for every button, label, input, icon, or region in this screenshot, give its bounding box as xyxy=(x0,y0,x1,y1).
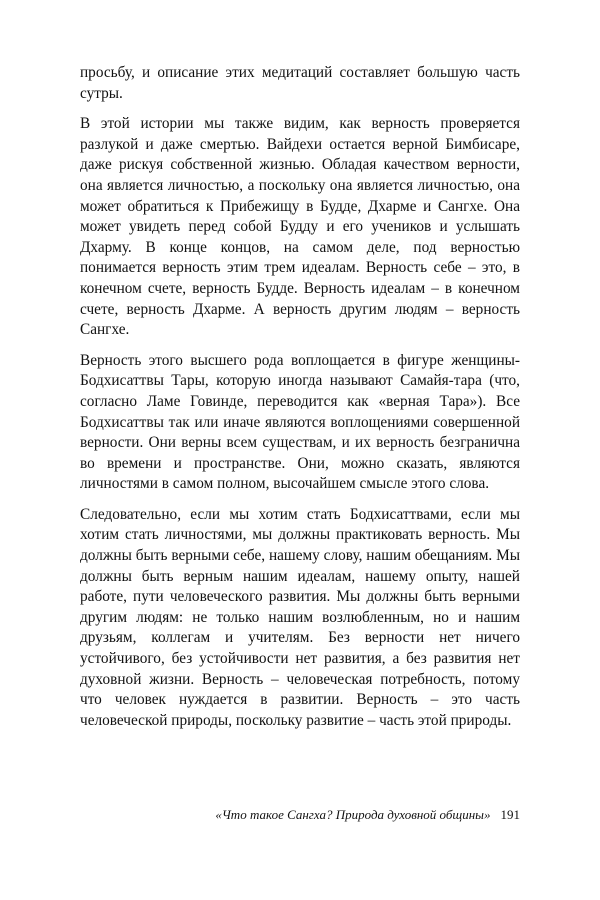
body-text xyxy=(80,63,520,741)
page-footer xyxy=(80,807,520,823)
paragraph-3: Верность этого высшего рода воплощается в фигуре женщины-Бодхисаттвы Тары, которую иногда называют Самайя-тара (что, согласно Ламе Говинде, переводится как «верная Тара»). Все Бодхисаттвы так или иначе являются воплощениями совершенной верности. Они верны всем существам, и их верность безгранична во времени и пространстве. Они, можно сказать, являются личностями в самом полном, высочайшем смысле этого слова. xyxy=(80,351,520,493)
paragraph-2: В этой истории мы также видим, как верность проверяется разлукой и даже смертью. Вайдехи остается верной Бимбисаре, даже рискуя собственной жизнью. Обладая качеством верности, она является личностью, а поскольку она является личностью, она может обратиться к Прибежищу в Будде, Дхарме и Сангхе. Она может увидеть перед собой Будду и его учеников и услышать Дхарму. В конце концов, на самом деле, под верностью понимается верность этим трем идеалам. Верность себе – это, в конечном счете, верность Будде. Верность идеалам – в конечном счете, верность Дхарме. А верность другим людям – верность Сангхе. xyxy=(80,115,520,339)
paragraph-4: Следовательно, если мы хотим стать Бодхисаттвами, если мы хотим стать личностями, мы должны практиковать верность. Мы должны быть верными себе, нашему слову, нашим обещаниям. Мы должны быть верным нашим идеалам, нашему опыту, нашей работе, пути человеческого развития. Мы должны быть верными другим людям: не только нашим возлюбленным, но и нашим друзьям, коллегам и учителям. Без верности нет ничего устойчивого, без устойчивости нет развития, а без развития нет духовной жизни. Верность – человеческая потребность, потому что человек нуждается в развитии. Верность – это часть человеческой природы, поскольку развитие – часть этой природы. xyxy=(80,505,520,729)
paragraph-1: просьбу, и описание этих медитаций составляет большую часть сутры. xyxy=(80,64,520,102)
running-title: «Что такое Сангха? Природа духовной общины» xyxy=(215,807,491,822)
page-number: 191 xyxy=(500,807,520,822)
